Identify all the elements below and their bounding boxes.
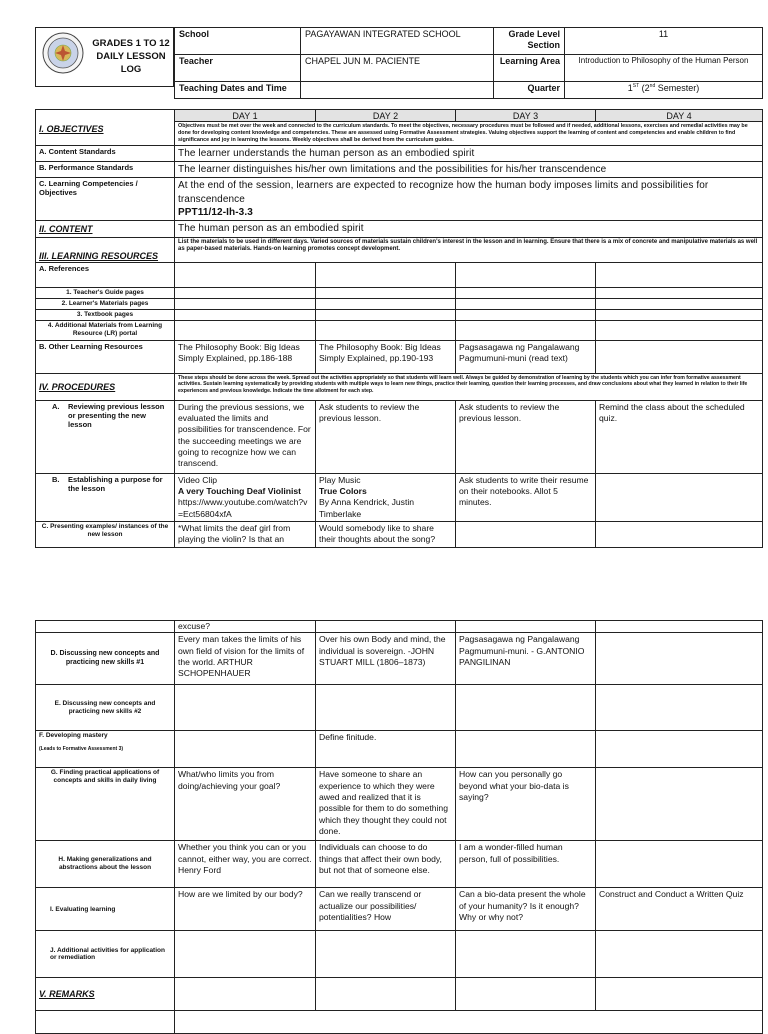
video-link[interactable]: https://www.youtube.com/watch?v=Ect56804xfA (178, 497, 308, 519)
tg-label: 1. Teacher's Guide pages (36, 287, 175, 298)
lm-d1 (175, 299, 316, 310)
semester-sup: nd (649, 83, 656, 89)
semester-num: (2 (639, 83, 650, 93)
header-table (174, 27, 763, 99)
am-d3 (456, 321, 596, 340)
procedure-e-d2 (316, 685, 456, 731)
references-d3 (456, 262, 596, 287)
teacher-label: Teacher (175, 55, 301, 82)
remarks-heading: V. REMARKS (36, 978, 175, 1011)
procedures-note: These steps should be done across the week. Spread out the activities appropriately so that students will learn well. Always be guided by demonstration of learning by the students which you can infer from formative assessment activities. Sustain learning systematically by providing students with multiple ways to learn new things, practice their learning, question their learning processes, and draw conclusions about what they learned in relation to their life experiences and previous knowledge. Indicate the time allotment for each step. (175, 373, 763, 400)
procedure-a-letter: A. (52, 401, 60, 411)
procedure-f-sub: (Leads to Formative Assessment 3) (39, 746, 124, 753)
procedure-d-label: D. Discussing new concepts and practicing new skills #1 (36, 633, 175, 685)
procedure-g-label: G. Finding practical applications of concepts and skills in daily living (36, 768, 175, 841)
tg-d1 (175, 287, 316, 298)
competencies-value (175, 178, 763, 221)
title-line-1: GRADES 1 TO 12 (92, 38, 170, 49)
song-title: True Colors (319, 485, 367, 496)
procedure-f-d2: Define finitude. (316, 731, 456, 768)
c-cont-d3 (456, 621, 596, 633)
procedures-heading: IV. PROCEDURES (36, 373, 175, 400)
procedure-e-d3 (456, 685, 596, 731)
procedure-a-d2: Ask students to review the previous lesson. (316, 400, 456, 473)
other-resources-label: B. Other Learning Resources (36, 340, 175, 373)
tb-d4 (596, 310, 763, 321)
am-label: 4. Additional Materials from Learning Resource (LR) portal (36, 321, 175, 340)
procedure-j-label: J. Additional activities for application or remediation (36, 931, 175, 978)
day-1-header: DAY 1 (175, 110, 316, 122)
resources-heading: III. LEARNING RESOURCES (36, 237, 175, 262)
tg-d4 (596, 287, 763, 298)
teacher-value: CHAPEL JUN M. PACIENTE (301, 55, 494, 82)
procedure-f-d3 (456, 731, 596, 768)
procedure-a-d1: During the previous sessions, we evaluated the limits and possibilities for transcendence. For the succeeding meetings we are going to recognize how we can transcend. (175, 400, 316, 473)
objectives-heading: I. OBJECTIVES (36, 110, 175, 146)
procedure-g-d1: What/who limits you from doing/achieving your goal? (175, 768, 316, 841)
remarks-d1 (175, 978, 316, 1011)
grade-level-text: Grade Level (508, 29, 560, 39)
other-resources-d2: The Philosophy Book: Big Ideas Simply Explained, pp.190-193 (316, 340, 456, 373)
resources-note: List the materials to be used in different days. Varied sources of materials sustain children's interest in the lesson and in learning. Ensure that there is a mix of concrete and manipulative materials as well as paper-based materials. Hands-on learning promotes concept development. (175, 237, 763, 262)
procedure-d-d2: Over his own Body and mind, the individual is sovereign. -JOHN STUART MILL (1806–1873) (316, 633, 456, 685)
procedure-b-d3: Ask students to write their resume on their notebooks. Allot 5 minutes. (456, 473, 596, 521)
procedure-g-d3: How can you personally go beyond what your bio-data is saying? (456, 768, 596, 841)
procedure-e-d1 (175, 685, 316, 731)
procedure-h-label: H. Making generalizations and abstractions about the lesson (36, 841, 175, 888)
procedure-d-d1: Every man takes the limits of his own field of vision for the limits of the world. ARTHUR SCHOPENHAUER (175, 633, 316, 685)
tg-d2 (316, 287, 456, 298)
references-d2 (316, 262, 456, 287)
c-cont-d4 (596, 621, 763, 633)
am-d2 (316, 321, 456, 340)
procedure-h-d1: Whether you think you can or you cannot, either way, you are correct. Henry Ford (175, 841, 316, 888)
procedure-j-d2 (316, 931, 456, 978)
day-3-header: DAY 3 (456, 110, 596, 122)
procedure-j-d4 (596, 931, 763, 978)
remarks-d4 (596, 978, 763, 1011)
lm-d2 (316, 299, 456, 310)
other-resources-d4 (596, 340, 763, 373)
performance-standards-label: B. Performance Standards (36, 162, 175, 178)
song-artists: By Anna Kendrick, Justin Timberlake (319, 497, 415, 519)
quarter-sup: ST (632, 83, 640, 89)
procedure-b-label (36, 473, 175, 521)
other-resources-d1: The Philosophy Book: Big Ideas Simply Explained, pp.186-188 (175, 340, 316, 373)
competencies-text: At the end of the session, learners are expected to recognize how the human body imposes limits and possibilities for transcendence (178, 180, 709, 205)
remarks-d3 (456, 978, 596, 1011)
procedure-f-text: F. Developing mastery (39, 732, 108, 740)
document-title (88, 38, 174, 76)
procedure-b-d4 (596, 473, 763, 521)
dates-value (301, 82, 494, 99)
content-standards-value: The learner understands the human person as an embodied spirit (175, 146, 763, 162)
section-text: Section (527, 40, 560, 51)
quarter-label: Quarter (494, 82, 565, 99)
deped-seal-icon (42, 32, 84, 74)
procedure-i-label: I. Evaluating learning (36, 888, 175, 931)
quarter-value (565, 82, 763, 99)
day-4-header: DAY 4 (596, 110, 763, 122)
school-label: School (175, 28, 301, 55)
references-d1 (175, 262, 316, 287)
procedure-f-label (36, 731, 175, 768)
grade-level-label (494, 28, 565, 55)
procedure-a-d4: Remind the class about the scheduled quiz. (596, 400, 763, 473)
procedure-h-d3: I am a wonder-filled human person, full of possibilities. (456, 841, 596, 888)
procedure-j-d3 (456, 931, 596, 978)
semester-text: Semester) (655, 83, 700, 93)
procedure-c-d2: Would somebody like to share their thoughts about the song? (316, 521, 456, 547)
procedure-a-label (36, 400, 175, 473)
other-resources-d3: Pagsasagawa ng Pangalawang Pagmumuni-muni (read text) (456, 340, 596, 373)
procedure-d-d3: Pagsasagawa ng Pangalawang Pagmumuni-muni. - G.ANTONIO PANGILINAN (456, 633, 596, 685)
procedure-i-d2: Can we really transcend or actualize our possibilities/ potentialities? How (316, 888, 456, 931)
procedure-d-d4 (596, 633, 763, 685)
procedure-i-d4: Construct and Conduct a Written Quiz (596, 888, 763, 931)
quarter-num: 1 (627, 83, 633, 93)
tb-d2 (316, 310, 456, 321)
competency-code: PPT11/12-Ih-3.3 (178, 206, 253, 218)
procedure-b-letter: B. (52, 474, 60, 484)
procedure-c-d3 (456, 521, 596, 547)
procedure-b-d2 (316, 473, 456, 521)
procedure-a-text: Reviewing previous lesson or presenting the new lesson (68, 401, 165, 429)
dates-label: Teaching Dates and Time (175, 82, 301, 99)
procedure-h-d2: Individuals can choose to do things that affect their own body, but not that of someone else. (316, 841, 456, 888)
lm-d4 (596, 299, 763, 310)
c-cont-d1: excuse? (175, 621, 316, 633)
music-label: Play Music (319, 474, 361, 485)
lm-d3 (456, 299, 596, 310)
c-cont-label (36, 621, 175, 633)
competencies-label: C. Learning Competencies / Objectives (36, 178, 175, 221)
procedure-a-d3: Ask students to review the previous lesson. (456, 400, 596, 473)
video-title: A very Touching Deaf Violinist (178, 485, 302, 496)
tb-d1 (175, 310, 316, 321)
tb-d3 (456, 310, 596, 321)
procedure-j-d1 (175, 931, 316, 978)
video-clip-label: Video Clip (178, 474, 218, 485)
lesson-table-page-2 (35, 620, 763, 1034)
procedure-c-d4 (596, 521, 763, 547)
school-value: PAGAYAWAN INTEGRATED SCHOOL (301, 28, 494, 55)
performance-standards-value: The learner distinguishes his/her own limitations and the possibilities for his/her transcendence (175, 162, 763, 178)
remarks-d2 (316, 978, 456, 1011)
procedure-i-d3: Can a bio-data present the whole of your humanity? Is it enough? Why or why not? (456, 888, 596, 931)
content-value: The human person as an embodied spirit (175, 220, 763, 237)
procedure-b-text: Establishing a purpose for the lesson (68, 474, 163, 493)
procedure-f-d4 (596, 731, 763, 768)
content-heading: II. CONTENT (36, 220, 175, 237)
tb-label: 3. Textbook pages (36, 310, 175, 321)
objectives-note: Objectives must be met over the week and connected to the curriculum standards. To meet the objectives, necessary procedures must be followed and if needed, additional lessons, exercises and remedial activities may be done for developing content knowledge and competencies. These are assessed using Formative Assessment strategies. Valuing objectives support the learning of content and competencies and enable children to find significance and joy in learning the lessons. Weekly objectives shall be derived from the curriculum guides. (175, 122, 763, 146)
references-label: A. References (36, 262, 175, 287)
procedure-f-d1 (175, 731, 316, 768)
references-d4 (596, 262, 763, 287)
procedure-c-label: C. Presenting examples/ instances of the new lesson (36, 521, 175, 547)
tg-d3 (456, 287, 596, 298)
am-d1 (175, 321, 316, 340)
procedure-g-d2: Have someone to share an experience to which they were awed and realized that it is possible for them to do something which they thought they could not done. (316, 768, 456, 841)
lm-label: 2. Learner's Materials pages (36, 299, 175, 310)
procedure-e-label: E. Discussing new concepts and practicing new skills #2 (36, 685, 175, 731)
learning-area-label: Learning Area (494, 55, 565, 82)
title-line-2: DAILY LESSON LOG (96, 50, 166, 75)
procedure-g-d4 (596, 768, 763, 841)
lesson-table-page-1 (35, 109, 763, 548)
procedure-i-d1: How are we limited by our body? (175, 888, 316, 931)
procedure-c-d1: *What limits the deaf girl from playing the violin? Is that an (175, 521, 316, 547)
procedure-e-d4 (596, 685, 763, 731)
grade-value: 11 (565, 28, 763, 55)
next-row-value (175, 1011, 763, 1034)
am-d4 (596, 321, 763, 340)
procedure-h-d4 (596, 841, 763, 888)
learning-area-value: Introduction to Philosophy of the Human Person (565, 55, 763, 82)
next-row-label (36, 1011, 175, 1034)
c-cont-d2 (316, 621, 456, 633)
content-standards-label: A. Content Standards (36, 146, 175, 162)
procedure-b-d1 (175, 473, 316, 521)
day-2-header: DAY 2 (316, 110, 456, 122)
